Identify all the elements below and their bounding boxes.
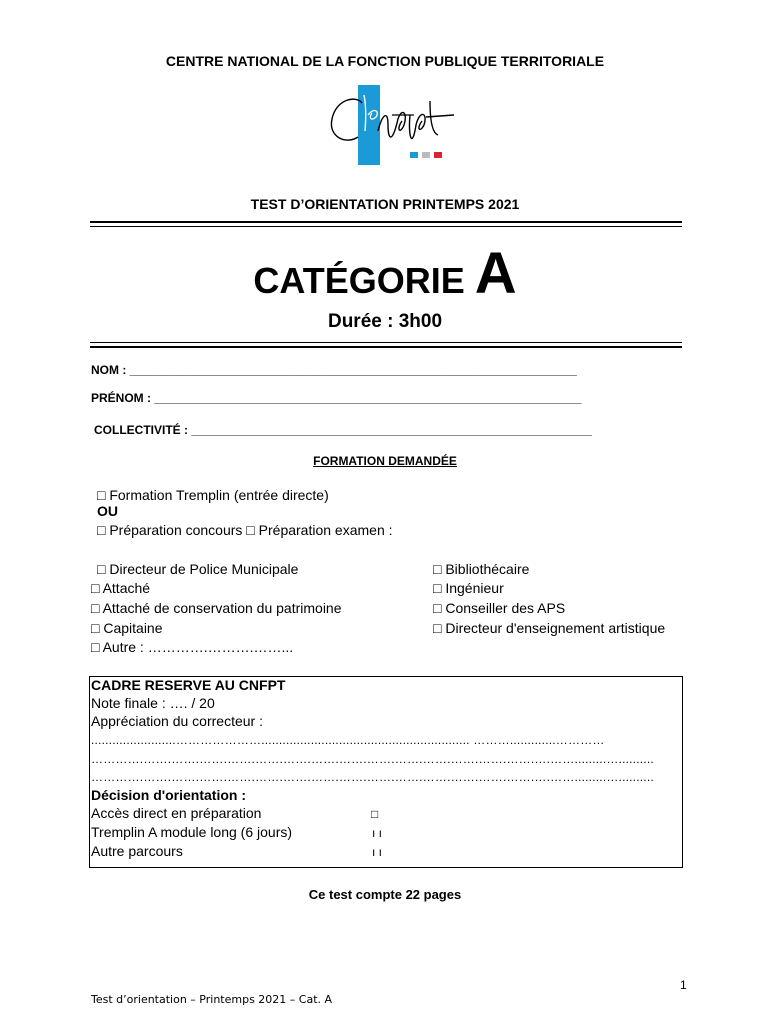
test-title: TEST D’ORIENTATION PRINTEMPS 2021 [250, 196, 520, 212]
category-heading [0, 240, 770, 307]
option-directeur-enseignement[interactable]: □ Directeur d'enseignement artistique [433, 620, 666, 636]
organization-title: CENTRE NATIONAL DE LA FONCTION PUBLIQUE TERRITORIALE [165, 53, 605, 69]
option-directeur-police[interactable]: □ Directeur de Police Municipale [97, 561, 299, 577]
option-autre[interactable]: □ Autre : ………….……….……... [91, 639, 294, 655]
option-capitaine[interactable]: □ Capitaine [91, 620, 163, 636]
option-ingenieur[interactable]: □ Ingénieur [433, 580, 504, 596]
appreciation-line-2: ………….…….…….…….…….…….…….…….…….…….…….…….…….…….…….….…….........….......... [91, 752, 654, 766]
category-letter: A [474, 241, 517, 306]
appreciation-label: Appréciation du correcteur : [91, 713, 263, 729]
logo-blue-band [358, 85, 380, 165]
decision-autre-checkbox[interactable]: ı ı [372, 845, 383, 859]
page-number: 1 [680, 978, 687, 992]
decision-acces-direct-checkbox[interactable]: □ [371, 807, 379, 821]
pages-note: Ce test compte 22 pages [308, 887, 462, 902]
decision-title: Décision d'orientation : [91, 787, 247, 803]
decision-tremplin-checkbox[interactable]: ı ı [372, 826, 383, 840]
option-attache-conservation[interactable]: □ Attaché de conservation du patrimoine [91, 600, 342, 616]
formation-heading: FORMATION DEMANDÉE [313, 454, 457, 468]
appreciation-line-3: ………….…….…….…….…….…….…….…….…….…….…….…….…….…….…….….…….........….......... [91, 770, 654, 784]
cnfpt-logo [322, 85, 462, 170]
decision-autre: Autre parcours [91, 843, 183, 859]
ou-label: OU [97, 503, 118, 519]
option-attache[interactable]: □ Attaché [91, 580, 151, 596]
collectivite-field[interactable]: COLLECTIVITÉ : ____________________________________________________________ [94, 423, 592, 437]
reserved-title: CADRE RESERVE AU CNFPT [91, 677, 286, 693]
title-rule-bottom [90, 226, 682, 227]
duration-rule-top [90, 342, 682, 343]
duration: Durée : 3h00 [327, 311, 443, 332]
final-note: Note finale : …. / 20 [91, 695, 215, 711]
option-conseiller-aps[interactable]: □ Conseiller des APS [433, 600, 566, 616]
title-rule-top [90, 221, 682, 223]
option-preparation[interactable]: □ Préparation concours □ Préparation examen : [97, 522, 393, 538]
nom-field[interactable]: NOM : ___________________________________________________________________ [91, 363, 577, 377]
prenom-field[interactable]: PRÉNOM : ________________________________________________________________ [91, 391, 582, 405]
category-word: CATÉGORIE [253, 260, 465, 301]
page-footer: Test d’orientation – Printemps 2021 – Cat. A [91, 993, 333, 1006]
decision-acces-direct: Accès direct en préparation [91, 805, 262, 821]
appreciation-line-1: ........................…………………........................................................... ……….............………… [91, 733, 605, 747]
option-tremplin[interactable]: □ Formation Tremplin (entrée directe) [97, 487, 329, 503]
duration-rule-bottom [90, 346, 682, 348]
decision-tremplin: Tremplin A module long (6 jours) [91, 824, 293, 840]
option-bibliothecaire[interactable]: □ Bibliothécaire [433, 561, 530, 577]
